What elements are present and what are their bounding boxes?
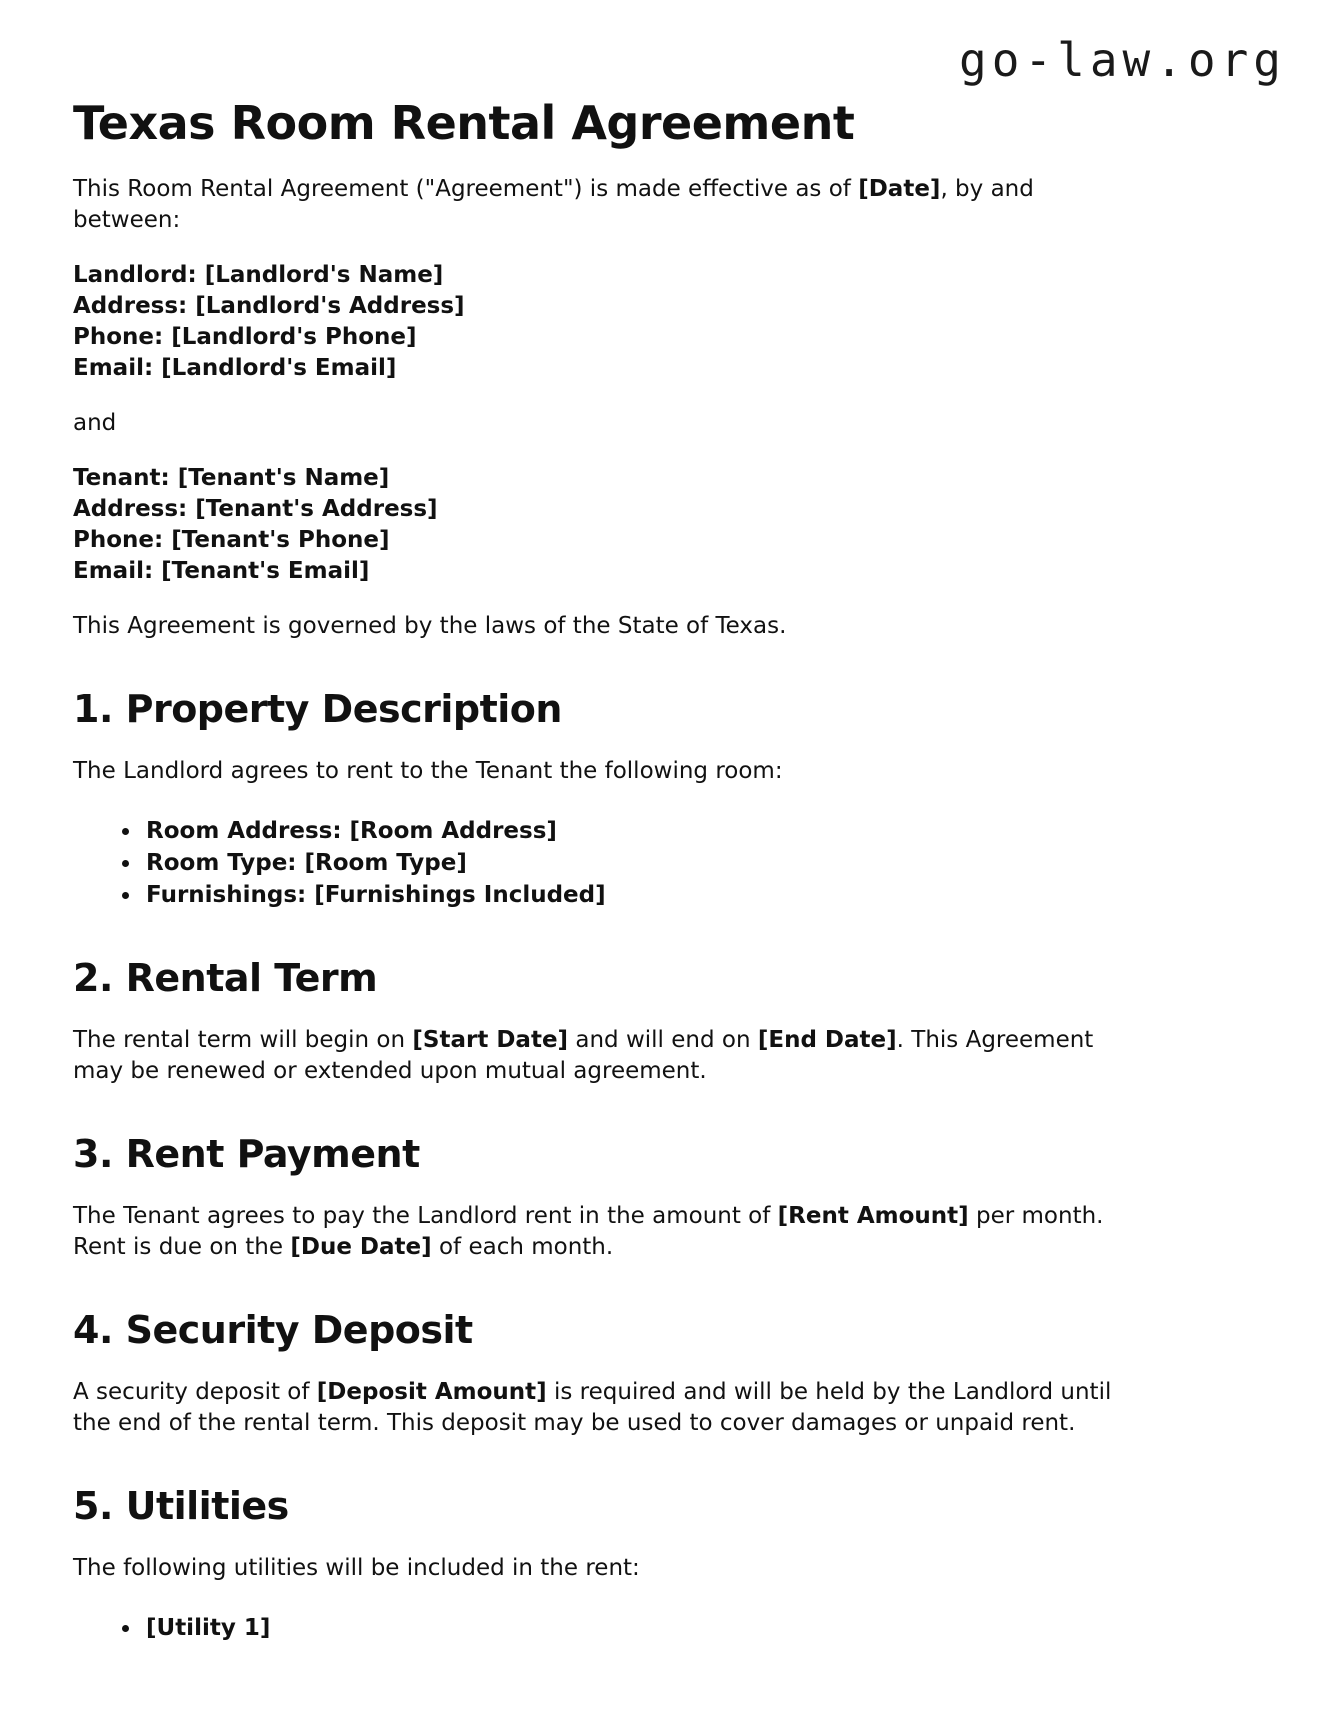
rent-paragraph: [73, 1201, 1286, 1263]
intro-text-cont: , by and: [940, 176, 1034, 202]
list-item-utility-1: • [Utility 1]: [142, 1612, 1286, 1644]
deposit-text-mid: is required and will be held by the Landlord until: [546, 1379, 1112, 1405]
section-heading-rent: 3. Rent Payment: [73, 1132, 420, 1176]
start-date-placeholder: [Start Date]: [412, 1027, 569, 1053]
section-heading-property: 1. Property Description: [73, 687, 562, 731]
conjunction-text: and: [73, 410, 117, 436]
section-heading-term: 2. Rental Term: [73, 956, 378, 1000]
deposit-paragraph: [73, 1377, 1286, 1439]
landlord-address-line: Address: [Landlord's Address]: [73, 293, 465, 319]
tenant-name-line: Tenant: [Tenant's Name]: [73, 465, 390, 491]
tenant-phone-line: Phone: [Tenant's Phone]: [73, 527, 390, 553]
utilities-list: [73, 1612, 1286, 1644]
list-item-room-address: • Room Address: [Room Address]: [142, 815, 1286, 847]
rent-amount-placeholder: [Rent Amount]: [777, 1203, 969, 1229]
landlord-name-line: Landlord: [Landlord's Name]: [73, 262, 444, 288]
rent-text: The Tenant agrees to pay the Landlord rent in the amount of: [73, 1203, 778, 1229]
end-date-placeholder: [End Date]: [757, 1027, 897, 1053]
property-list: [73, 815, 1286, 911]
term-text: The rental term will begin on: [73, 1027, 413, 1053]
date-placeholder: [Date]: [858, 176, 941, 202]
landlord-details: [73, 260, 1286, 384]
property-lead-text: The Landlord agrees to rent to the Tenant the following room:: [73, 758, 783, 784]
governing-law-text: This Agreement is governed by the laws of the State of Texas.: [73, 613, 787, 639]
term-text-cont: . This Agreement: [896, 1027, 1094, 1053]
list-item-furnishings: • Furnishings: [Furnishings Included]: [142, 879, 1286, 911]
tenant-details: [73, 463, 1286, 587]
deposit-text-line2: the end of the rental term. This deposit may be used to cover damages or unpaid rent.: [73, 1410, 1076, 1436]
landlord-email-line: Email: [Landlord's Email]: [73, 355, 397, 381]
rent-text-end: of each month.: [431, 1234, 614, 1260]
tenant-email-line: Email: [Tenant's Email]: [73, 558, 370, 584]
intro-text-line2: between:: [73, 207, 181, 233]
section-heading-deposit: 4. Security Deposit: [73, 1308, 473, 1352]
rent-text-line2: Rent is due on the: [73, 1234, 291, 1260]
term-text-line2: may be renewed or extended upon mutual agreement.: [73, 1058, 707, 1084]
intro-paragraph: [73, 174, 1286, 236]
deposit-amount-placeholder: [Deposit Amount]: [316, 1379, 547, 1405]
section-heading-utilities: 5. Utilities: [73, 1484, 289, 1528]
term-text-mid: and will end on: [568, 1027, 758, 1053]
tenant-address-line: Address: [Tenant's Address]: [73, 496, 438, 522]
rent-text-mid: per month.: [968, 1203, 1104, 1229]
intro-text: This Room Rental Agreement ("Agreement") is made effective as of: [73, 176, 859, 202]
list-item-room-type: • Room Type: [Room Type]: [142, 847, 1286, 879]
due-date-placeholder: [Due Date]: [290, 1234, 432, 1260]
brand-watermark: go-law.org: [959, 33, 1286, 87]
landlord-phone-line: Phone: [Landlord's Phone]: [73, 324, 417, 350]
document-title: Texas Room Rental Agreement: [73, 96, 855, 150]
utilities-lead-text: The following utilities will be included in the rent:: [73, 1555, 640, 1581]
term-paragraph: [73, 1025, 1286, 1087]
deposit-text: A security deposit of: [73, 1379, 317, 1405]
